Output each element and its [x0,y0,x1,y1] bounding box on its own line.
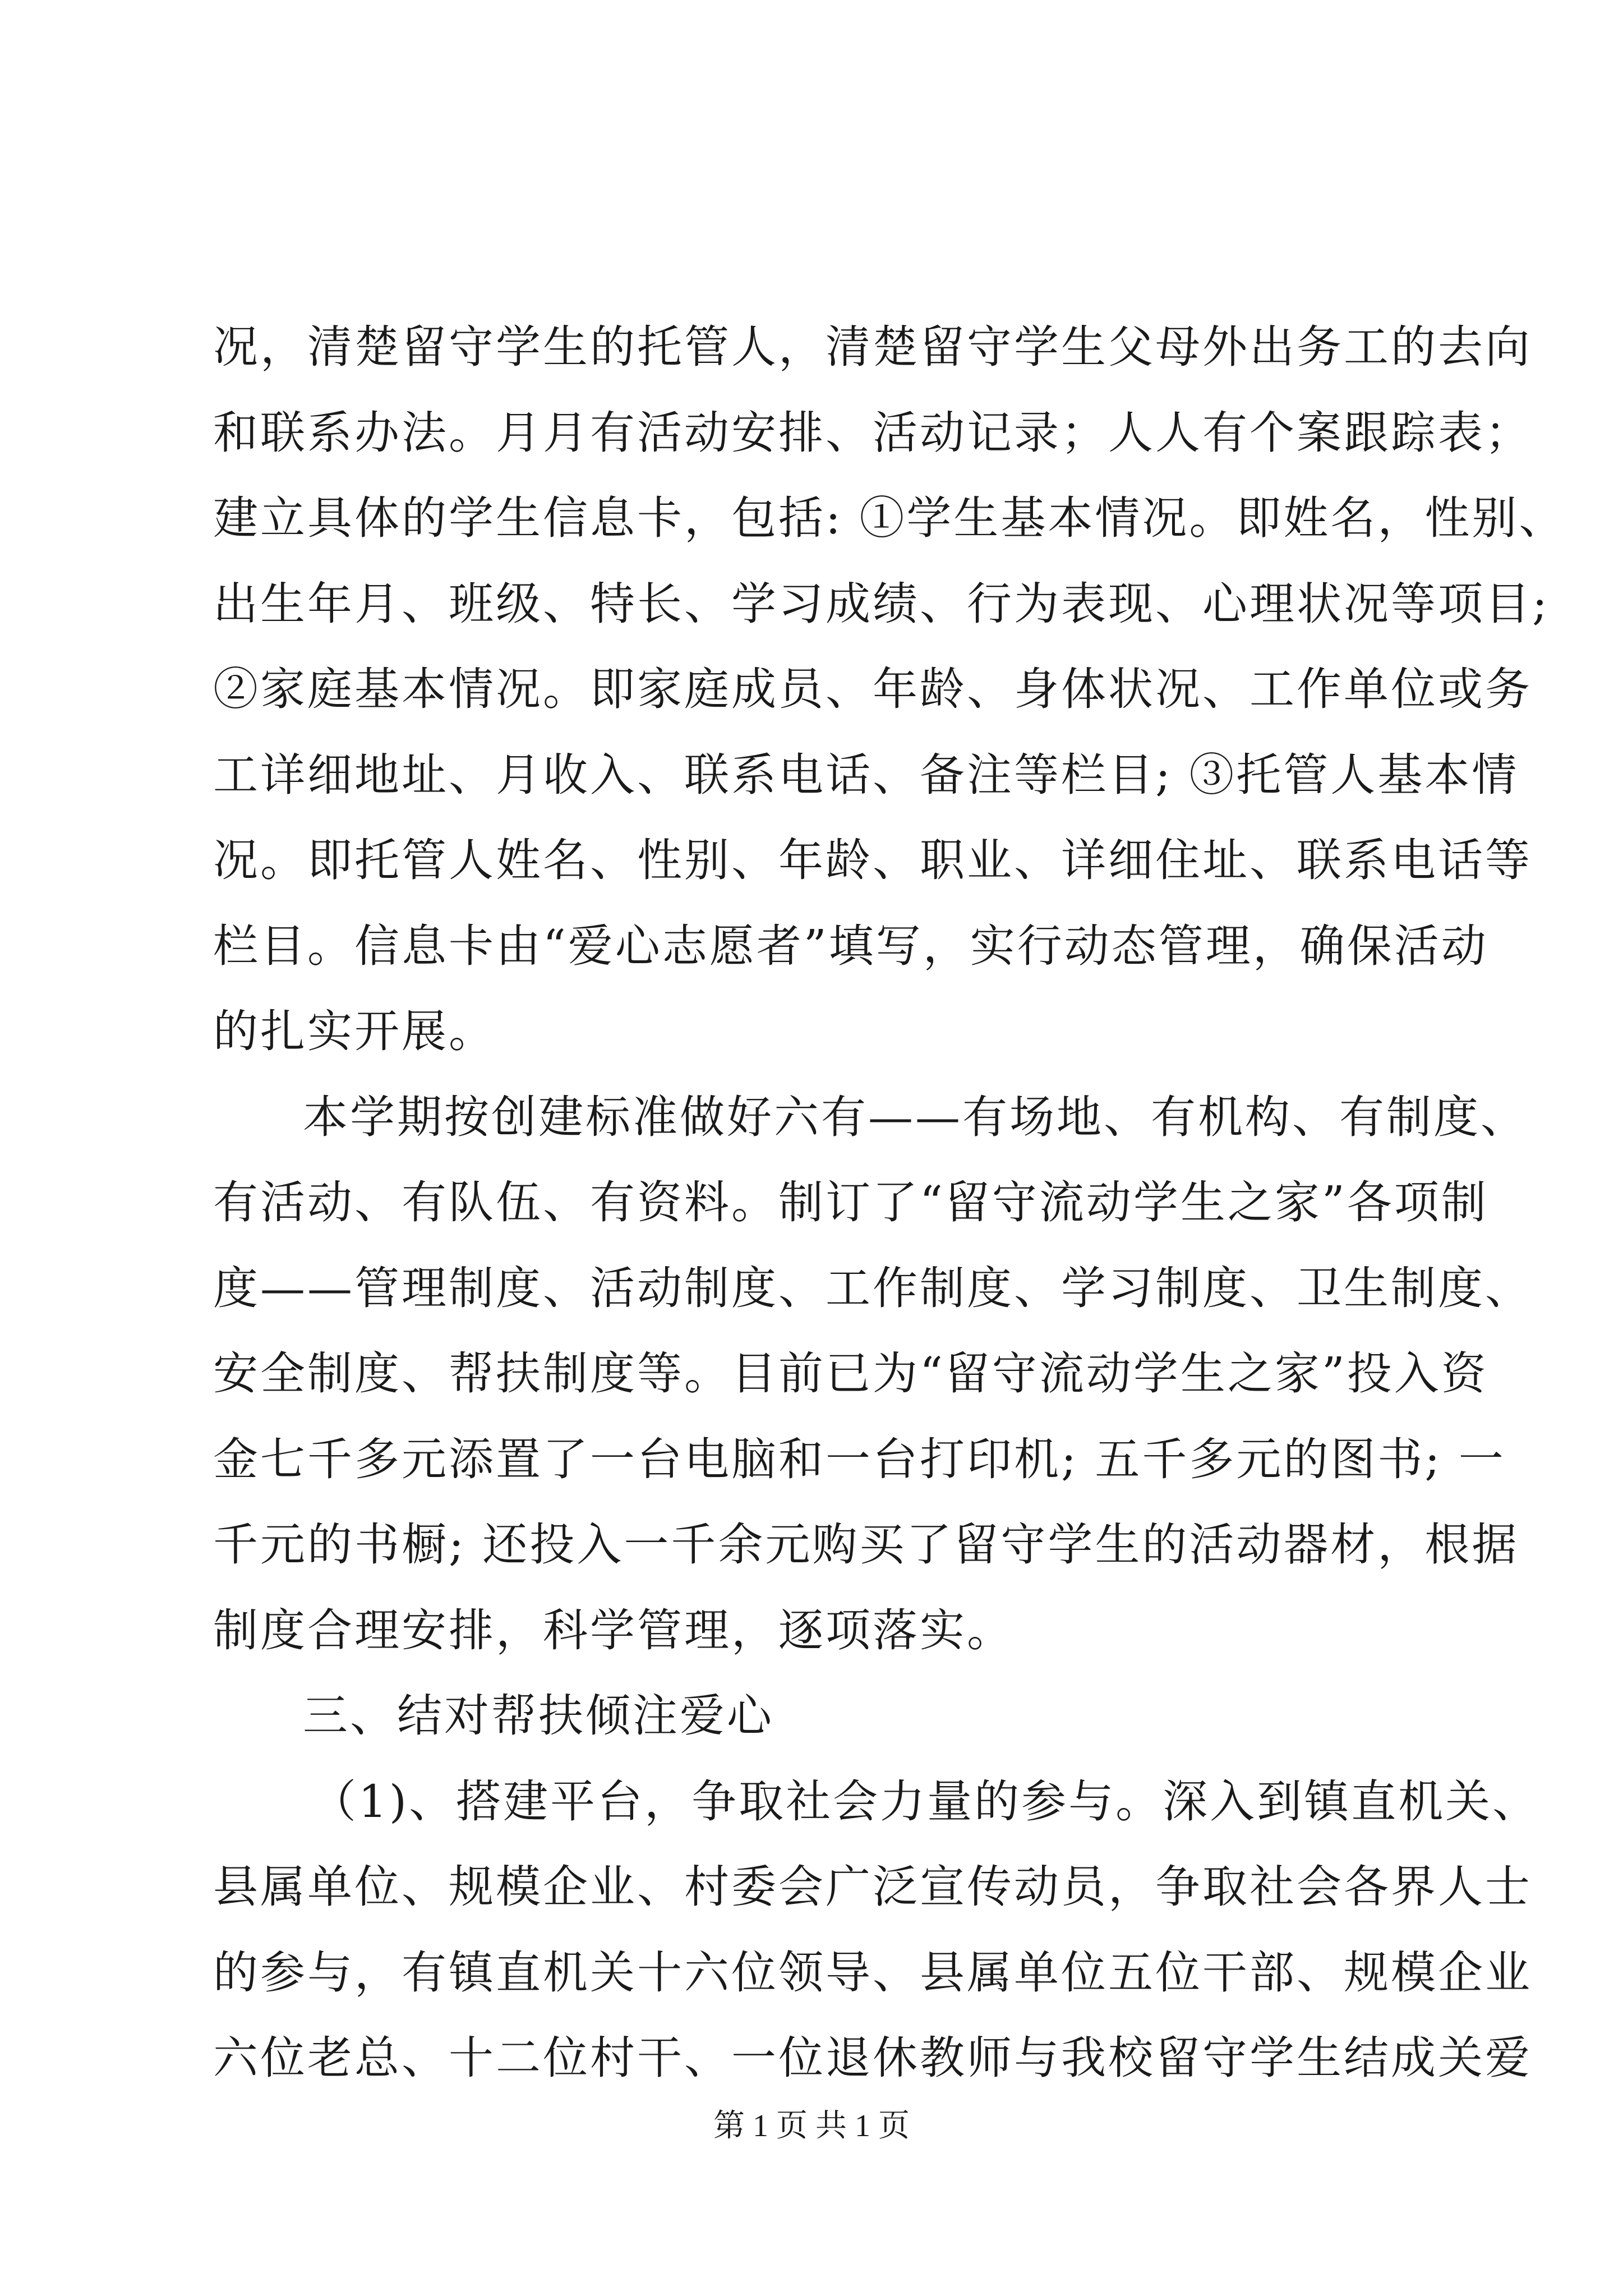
body-line: 六位老总、十二位村干、一位退休教师与我校留守学生结成关爱 [213,2032,1532,2084]
body-line: 和联系办法。月月有活动安排、活动记录；人人有个案跟踪表； [213,407,1532,459]
body-line: 况。即托管人姓名、性别、年龄、职业、详细住址、联系电话等 [213,834,1532,886]
paragraph-first-line: （1)、搭建平台，争取社会力量的参与。深入到镇直机关、 [311,1775,1540,1828]
body-line: 制度合理安排，科学管理，逐项落实。 [213,1604,1014,1657]
body-line: ②家庭基本情况。即家庭成员、年龄、身体状况、工作单位或务 [213,663,1532,715]
body-line: 安全制度、帮扶制度等。目前已为“留守流动学生之家”投入资 [213,1347,1488,1400]
body-line: 金七千多元添置了一台电脑和一台打印机; 五千多元的图书; 一 [213,1433,1506,1485]
body-line: 有活动、有队伍、有资料。制订了“留守流动学生之家”各项制 [213,1176,1488,1228]
body-line: 度——管理制度、活动制度、工作制度、学习制度、卫生制度、 [213,1262,1532,1314]
body-line: 的扎实开展。 [213,1005,496,1057]
paragraph-first-line: 本学期按创建标准做好六有——有场地、有机构、有制度、 [303,1091,1528,1143]
page-footer: 第 1 页 共 1 页 [713,2109,910,2143]
body-line: 况，清楚留守学生的托管人，清楚留守学生父母外出务工的去向 [213,321,1532,373]
body-line: 千元的书橱; 还投入一千余元购买了留守学生的活动器材，根据 [213,1519,1519,1571]
body-line: 县属单位、规模企业、村委会广泛宣传动员，争取社会各界人士 [213,1861,1532,1913]
body-line: 栏目。信息卡由“爱心志愿者”填写，实行动态管理，确保活动 [213,920,1488,972]
body-line: 的参与，有镇直机关十六位领导、县属单位五位干部、规模企业 [213,1947,1532,1999]
body-line: 工详细地址、月收入、联系电话、备注等栏目; ③托管人基本情 [213,749,1519,801]
body-line: 出生年月、班级、特长、学习成绩、行为表现、心理状况等项目; [213,578,1550,630]
body-line: 建立具体的学生信息卡，包括: ①学生基本情况。即姓名，性别、 [213,492,1566,544]
section-heading: 三、结对帮扶倾注爱心 [303,1690,774,1742]
